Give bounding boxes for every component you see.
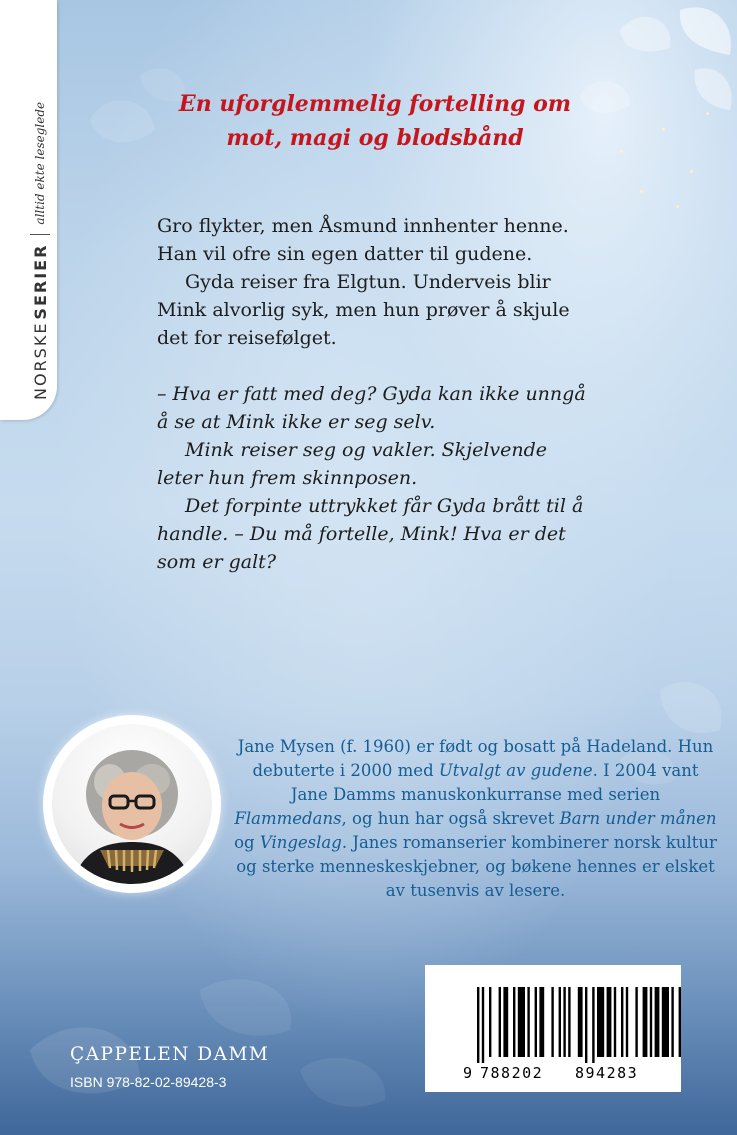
barcode-bar: [592, 987, 594, 1063]
author-bio: [233, 735, 718, 903]
barcode-bar: [518, 987, 525, 1057]
barcode-bar: [539, 987, 544, 1057]
barcode-bar: [559, 987, 561, 1057]
barcode-bar: [650, 987, 652, 1057]
series-label: [30, 102, 50, 400]
series-name-bold: SERIER: [30, 243, 50, 320]
barcode-bar: [578, 987, 583, 1057]
tagline-line-2: mot, magi og blodsbånd: [226, 125, 524, 151]
barcode-bar: [626, 987, 628, 1057]
barcode-bar: [635, 987, 637, 1057]
series-tagline: alltid ekte leseglede: [33, 101, 47, 225]
barcode-bar: [477, 987, 479, 1063]
barcode-bar: [607, 987, 612, 1057]
blurb-paragraph: Det forpinte uttrykket får Gyda brått til å handle. – Du må fortelle, Mink! Hva er det som er galt?: [157, 495, 584, 573]
barcode-digit-first: 9: [463, 1064, 473, 1082]
barcode-bar: [597, 987, 604, 1057]
isbn-label: ISBN 978-82-02-89428-3: [70, 1074, 227, 1090]
barcode-bar: [621, 987, 623, 1057]
sparkle-icon: [706, 112, 709, 115]
barcode-bar: [671, 987, 673, 1057]
barcode-bar: [563, 987, 565, 1057]
bio-book-title: Utvalgt av gudene: [438, 761, 593, 780]
barcode-digits-left: 788202: [480, 1064, 544, 1082]
barcode-bar: [489, 987, 491, 1057]
sparkle-icon: [690, 170, 693, 173]
blurb-paragraph: – Hva er fatt med deg? Gyda kan ikke unngå å se at Mink ikke er seg selv.: [157, 383, 586, 433]
bio-book-title: Vingeslag: [259, 833, 342, 852]
blurb-paragraph: Mink reiser seg og vakler. Skjelvende leter hun frem skinnposen.: [157, 439, 548, 489]
barcode: [425, 965, 681, 1092]
barcode-bar: [643, 987, 648, 1057]
sparkle-icon: [640, 190, 643, 193]
barcode-bar: [535, 987, 537, 1057]
bio-text: . Janes romanserier kombinerer norsk kultur og sterke menneskeskjebner, og bøkene hennes er elsket av tusenvis av lesere.: [236, 833, 717, 900]
barcode-bar: [679, 987, 681, 1057]
publisher-logo: ÇAPPELEN DAMM: [70, 1044, 270, 1065]
barcode-bar: [527, 987, 529, 1057]
author-portrait-icon: [52, 724, 212, 884]
cover-tagline: [170, 87, 580, 155]
bio-text: Jane Mysen (f. 1960) er født og bosatt på Hadeland. Hun debuterte i 2000 med: [237, 737, 714, 780]
book-blurb: [157, 212, 597, 576]
bio-book-title: Flammedans: [234, 809, 342, 828]
barcode-bar: [568, 987, 570, 1057]
bio-text: . I 2004 vant Jane Damms manuskonkurranse med serien: [290, 761, 699, 804]
blurb-paragraph: Gyda reiser fra Elgtun. Underveis blir Mink alvorlig syk, men hun prøver å skjule det for reisefølget.: [157, 271, 570, 349]
barcode-bar: [499, 987, 501, 1057]
series-name-light: NORSKE: [30, 321, 50, 400]
barcode-bar: [513, 987, 515, 1057]
barcode-bar: [655, 987, 660, 1057]
barcode-bar: [503, 987, 508, 1057]
barcode-bar: [482, 987, 484, 1063]
series-divider: [30, 234, 50, 235]
bio-text: og: [234, 833, 260, 852]
barcode-bar: [662, 987, 669, 1057]
bio-book-title: Barn under månen: [559, 809, 717, 828]
barcode-digits-right: 894283: [575, 1064, 639, 1082]
leaf-decoration-icon: [560, 0, 737, 140]
barcode-bar: [551, 987, 553, 1057]
sparkle-icon: [620, 150, 623, 153]
tagline-line-1: En uforglemmelig fortelling om: [178, 91, 572, 117]
barcode-panel: [425, 965, 681, 1092]
leaf-decoration-icon: [0, 930, 420, 1135]
author-photo: [52, 724, 212, 884]
barcode-bar: [614, 987, 616, 1057]
blurb-paragraph: Gro flykter, men Åsmund innhenter henne. Han vil ofre sin egen datter til gudene.: [157, 215, 569, 265]
sparkle-icon: [662, 128, 665, 131]
barcode-bar: [585, 987, 587, 1063]
bio-text: , og hun har også skrevet: [341, 809, 560, 828]
sparkle-icon: [676, 205, 679, 208]
